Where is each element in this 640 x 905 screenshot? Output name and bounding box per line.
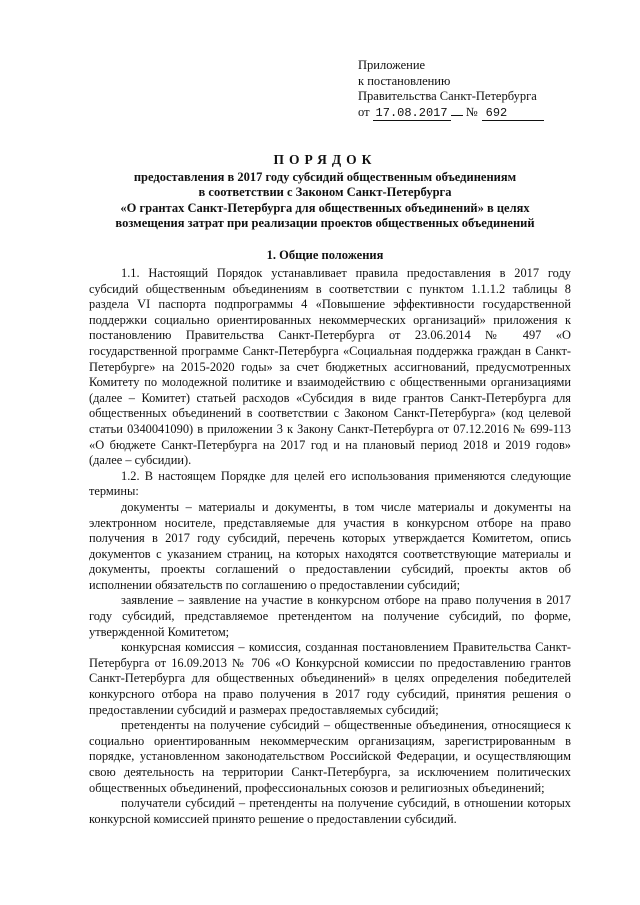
paragraph: получатели субсидий – претенденты на получение субсидий, в отношении которых конкурсной комиссией принято решение о предоставлении субсидий. [89, 796, 571, 826]
paragraph: 1.1. Настоящий Порядок устанавливает правила предоставления в 2017 году субсидий общественным объединениям в соответствии с пунктом 1.1.1.2 таблицы 8 раздела VI паспорта подпрограммы 4 «Повышение эффективности государственной поддержки социально ориентированных некоммерческих организаций» приложения к постановлению Правительства Санкт-Петербурга от 23.06.2014 № 497 «О государственной программе Санкт-Петербурга «Социальная поддержка граждан в Санкт-Петербурге» на 2015-2020 годы» за счет бюджетных ассигнований, предусмотренных Комитету по молодежной политике и взаимодействию с общественными организациями (далее – Комитет) статьей расходов «Субсидия в виде грантов Санкт-Петербурга для общественных объединений в соответствии с Законом Санкт-Петербурга» (код целевой статьи 0340041090) в приложении 3 к Закону Санкт-Петербурга от 07.12.2016 № 699-113 «О бюджете Санкт-Петербурга на 2017 год и на плановый период 2018 и 2019 годов» (далее – субсидии). [89, 266, 571, 468]
title-line-2: в соответствии с Законом Санкт-Петербурга [198, 185, 452, 199]
decree-number: 692 [482, 107, 544, 121]
paragraph: претенденты на получение субсидий – общественные объединения, относящиеся к социально ориентированным некоммерческим организациям, зарегистрированным в порядке, установленном законодательством Российской Федерации, и осуществляющим свою деятельность на территории Санкт-Петербурга, за исключением политических общественных объединений, профессиональных союзов и религиозных объединений; [89, 718, 571, 795]
underline-gap [451, 115, 463, 116]
appendix-block [358, 58, 558, 121]
title-line-1: предоставления в 2017 году субсидий общественным объединениям [133, 169, 517, 184]
appendix-line-2: к постановлению [358, 73, 451, 88]
number-label: № [465, 104, 478, 119]
title-main: ПОРЯДОК [273, 152, 377, 167]
section-heading: 1. Общие положения [266, 248, 384, 262]
title-line-3: «О грантах Санкт-Петербурга для общественных объединений» в целях [120, 200, 530, 215]
body-text [89, 266, 571, 827]
decree-date: 17.08.2017 [373, 107, 451, 121]
appendix-date-line [358, 105, 558, 121]
title-line-4: возмещения затрат при реализации проектов общественных объединений [115, 216, 535, 230]
paragraph: конкурсная комиссия – комиссия, созданная постановлением Правительства Санкт-Петербурга от 16.09.2013 № 706 «О Конкурсной комиссии по предоставлению грантов Санкт-Петербурга для общественных объединений» в целях определения победителей конкурсного отбора на право получения в 2017 году субсидий, принятия решения о предоставлении субсидий и размерах предоставляемых субсидий; [89, 640, 571, 717]
appendix-line-1: Приложение [358, 58, 426, 72]
from-label: от [358, 104, 370, 119]
paragraph: 1.2. В настоящем Порядке для целей его использования применяются следующие термины: [89, 468, 571, 499]
appendix-line-3: Правительства Санкт-Петербурга [358, 89, 537, 103]
paragraph: заявление – заявление на участие в конкурсном отборе на право получения в 2017 году субсидий, представляемое претендентом на получение субсидий, по форме, утвержденной Комитетом; [89, 593, 571, 639]
document-title [95, 152, 555, 232]
paragraph: документы – материалы и документы, в том числе материалы и документы на электронном носителе, представляемые для участия в конкурсном отборе на право получения в 2017 году субсидий, перечень которых утверждается Комитетом, опись документов с указанием страниц, на которых находятся соответствующие материалы и документы, проекты соглашений о предоставлении субсидий, проекты актов об исполнении обязательств по соглашению о предоставлении субсидий; [89, 499, 571, 592]
